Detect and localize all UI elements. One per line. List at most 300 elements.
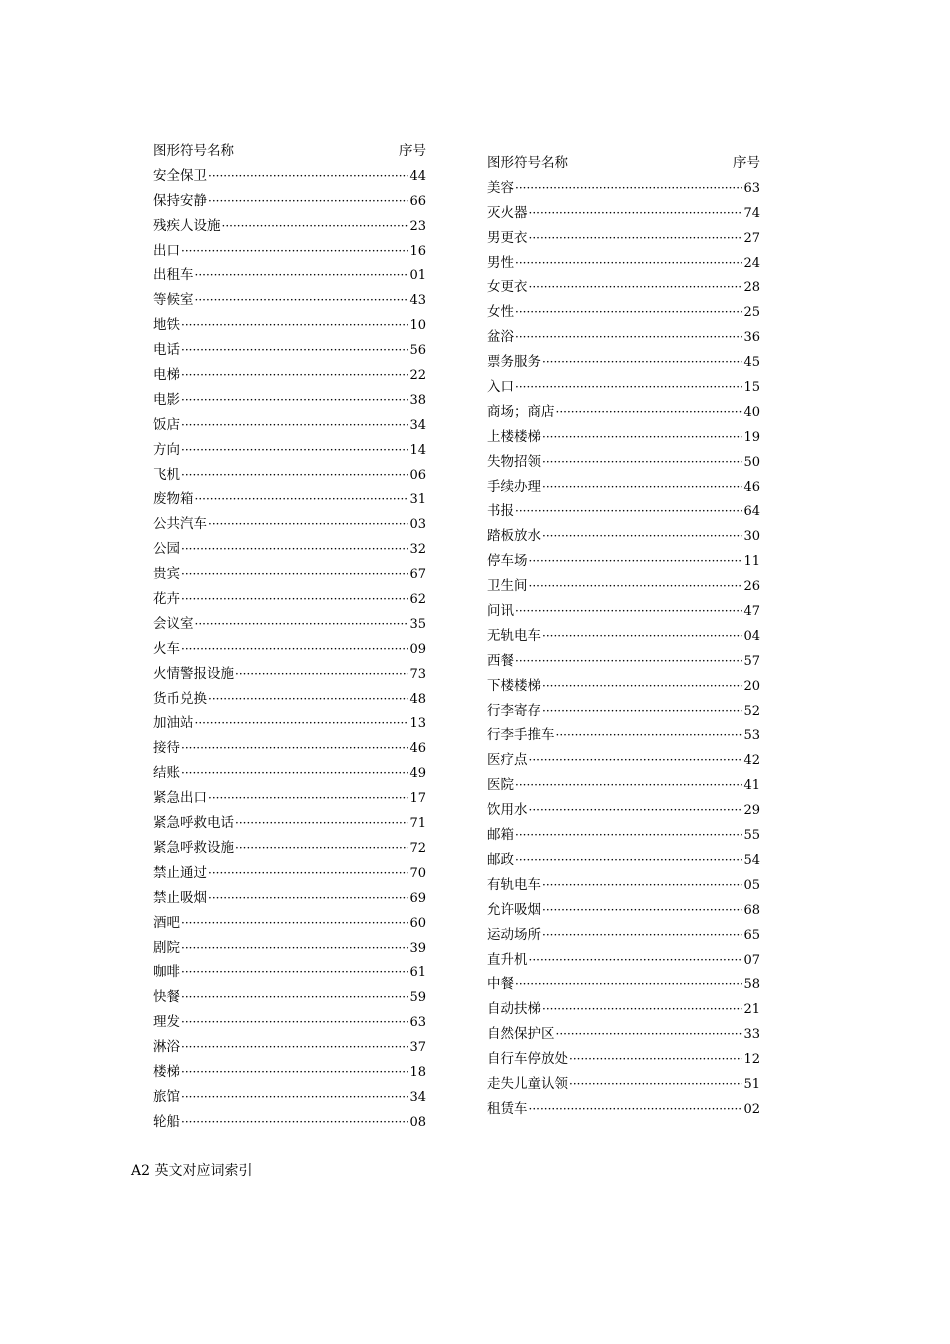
symbol-name: 火情警报设施 (153, 665, 234, 682)
symbol-number: 41 (743, 778, 760, 794)
index-row (487, 873, 760, 898)
index-row (487, 798, 760, 823)
dot-leader (181, 736, 408, 761)
dot-leader (529, 201, 743, 226)
symbol-name: 行李手推车 (487, 727, 555, 744)
symbol-name: 禁止通过 (153, 864, 207, 881)
symbol-number: 55 (743, 828, 760, 844)
symbol-number: 45 (743, 355, 760, 371)
symbol-number: 34 (409, 1089, 426, 1105)
symbol-number: 70 (409, 865, 426, 881)
symbol-name: 禁止吸烟 (153, 889, 207, 906)
symbol-number: 02 (743, 1101, 760, 1117)
symbol-number: 44 (409, 168, 426, 184)
index-row (153, 338, 426, 363)
right-column-header (487, 151, 760, 176)
symbol-name: 淋浴 (153, 1039, 180, 1056)
index-row (153, 637, 426, 662)
symbol-number: 11 (743, 554, 760, 570)
symbol-name: 有轨电车 (487, 876, 541, 893)
symbol-number: 25 (743, 305, 760, 321)
symbol-name: 飞机 (153, 466, 180, 483)
symbol-name: 公共汽车 (153, 516, 207, 533)
left-index-column (153, 139, 426, 1135)
symbol-name: 公园 (153, 541, 180, 558)
index-row (487, 674, 760, 699)
dot-leader (181, 1085, 408, 1110)
index-row (153, 189, 426, 214)
index-row (153, 861, 426, 886)
index-row (153, 612, 426, 637)
symbol-number: 32 (409, 542, 426, 558)
symbol-number: 52 (743, 703, 760, 719)
symbol-name: 结账 (153, 765, 180, 782)
index-row (487, 350, 760, 375)
symbol-number: 14 (409, 442, 426, 458)
symbol-name: 酒吧 (153, 914, 180, 931)
section-heading: A2 英文对应词索引 (131, 1163, 253, 1179)
dot-leader (542, 350, 742, 375)
symbol-name: 保持安静 (153, 192, 207, 209)
dot-leader (542, 425, 742, 450)
dot-leader (542, 475, 742, 500)
symbol-name: 出租车 (153, 267, 194, 284)
index-row (153, 711, 426, 736)
symbol-name: 无轨电车 (487, 627, 541, 644)
symbol-name: 美容 (487, 179, 514, 196)
index-row (153, 487, 426, 512)
symbol-number: 60 (409, 915, 426, 931)
symbol-name: 紧急呼救电话 (153, 815, 234, 832)
symbol-name: 地铁 (153, 317, 180, 334)
index-row (153, 662, 426, 687)
symbol-name: 商场；商店 (487, 403, 555, 420)
dot-leader (195, 263, 409, 288)
dot-leader (181, 985, 408, 1010)
dot-leader (235, 662, 408, 687)
dot-leader (542, 624, 742, 649)
symbol-number: 10 (409, 318, 426, 334)
dot-leader (181, 1060, 408, 1085)
symbol-number: 49 (409, 766, 426, 782)
symbol-number: 17 (409, 791, 426, 807)
dot-leader (529, 549, 743, 574)
symbol-number: 39 (409, 940, 426, 956)
index-row (153, 736, 426, 761)
dot-leader (529, 275, 743, 300)
symbol-name: 运动场所 (487, 926, 541, 943)
index-row (153, 263, 426, 288)
symbol-name: 电梯 (153, 367, 180, 384)
symbol-number: 40 (743, 404, 760, 420)
symbol-number: 05 (743, 877, 760, 893)
index-row (487, 1072, 760, 1097)
symbol-name: 卫生间 (487, 578, 528, 595)
dot-leader (181, 537, 408, 562)
dot-leader (542, 898, 742, 923)
symbol-name: 行李寄存 (487, 702, 541, 719)
symbol-number: 21 (743, 1002, 760, 1018)
symbol-number: 42 (743, 753, 760, 769)
dot-leader (529, 574, 743, 599)
index-row (487, 723, 760, 748)
symbol-number: 34 (409, 417, 426, 433)
symbol-name: 灭火器 (487, 204, 528, 221)
index-row (153, 687, 426, 712)
number-column-header: 序号 (733, 155, 760, 171)
dot-leader (181, 413, 408, 438)
symbol-name: 等候室 (153, 292, 194, 309)
symbol-name: 踏板放水 (487, 528, 541, 545)
index-row (487, 275, 760, 300)
index-row (153, 463, 426, 488)
symbol-name: 自动扶梯 (487, 1001, 541, 1018)
dot-leader (515, 823, 742, 848)
index-row (153, 1110, 426, 1135)
index-row (487, 773, 760, 798)
index-row (487, 823, 760, 848)
symbol-number: 61 (409, 965, 426, 981)
symbol-name: 紧急出口 (153, 790, 207, 807)
symbol-number: 04 (743, 628, 760, 644)
index-row (487, 251, 760, 276)
index-row (153, 363, 426, 388)
dot-leader (542, 524, 742, 549)
symbol-name: 租赁车 (487, 1100, 528, 1117)
dot-leader (529, 226, 743, 251)
symbol-number: 37 (409, 1040, 426, 1056)
dot-leader (556, 400, 743, 425)
symbol-name: 残疾人设施 (153, 217, 221, 234)
symbol-name: 下楼楼梯 (487, 677, 541, 694)
symbol-name: 停车场 (487, 553, 528, 570)
symbol-number: 43 (409, 293, 426, 309)
symbol-name: 邮政 (487, 851, 514, 868)
symbol-name: 女更衣 (487, 279, 528, 296)
index-row (153, 562, 426, 587)
symbol-number: 74 (743, 205, 760, 221)
symbol-number: 03 (409, 517, 426, 533)
index-row (487, 499, 760, 524)
index-row (153, 960, 426, 985)
left-column-header (153, 139, 426, 164)
dot-leader (556, 1022, 743, 1047)
dot-leader (515, 848, 742, 873)
symbol-number: 22 (409, 368, 426, 384)
symbol-number: 56 (409, 343, 426, 359)
symbol-name: 票务服务 (487, 354, 541, 371)
symbol-name: 出口 (153, 242, 180, 259)
dot-leader (515, 251, 742, 276)
symbol-number: 13 (409, 716, 426, 732)
index-row (153, 936, 426, 961)
symbol-name: 手续办理 (487, 478, 541, 495)
dot-leader (515, 176, 742, 201)
dot-leader (181, 960, 408, 985)
symbol-name: 允许吸烟 (487, 901, 541, 918)
index-row (153, 1085, 426, 1110)
dot-leader (542, 923, 742, 948)
index-row (153, 786, 426, 811)
index-row (487, 226, 760, 251)
symbol-name: 直升机 (487, 951, 528, 968)
dot-leader (542, 450, 742, 475)
symbol-number: 47 (743, 604, 760, 620)
index-row (487, 848, 760, 873)
symbol-number: 67 (409, 567, 426, 583)
dot-leader (181, 911, 408, 936)
dot-leader (195, 612, 409, 637)
symbol-name: 饭店 (153, 416, 180, 433)
symbol-number: 46 (743, 479, 760, 495)
index-row (153, 438, 426, 463)
dot-leader (515, 773, 742, 798)
symbol-number: 16 (409, 243, 426, 259)
symbol-number: 46 (409, 741, 426, 757)
dot-leader (515, 300, 742, 325)
index-row (487, 425, 760, 450)
symbol-number: 12 (743, 1052, 760, 1068)
symbol-name: 医院 (487, 777, 514, 794)
number-column-header: 序号 (399, 143, 426, 159)
dot-leader (515, 599, 742, 624)
index-row (487, 748, 760, 773)
index-row (153, 985, 426, 1010)
index-row (153, 288, 426, 313)
index-row (487, 624, 760, 649)
symbol-name: 加油站 (153, 715, 194, 732)
dot-leader (181, 637, 408, 662)
index-row (487, 201, 760, 226)
index-row (487, 524, 760, 549)
dot-leader (208, 861, 408, 886)
dot-leader (181, 587, 408, 612)
symbol-name: 书报 (487, 503, 514, 520)
symbol-name: 方向 (153, 441, 180, 458)
symbol-number: 38 (409, 392, 426, 408)
index-row (487, 997, 760, 1022)
symbol-number: 62 (409, 592, 426, 608)
index-row (487, 375, 760, 400)
symbol-number: 20 (743, 678, 760, 694)
symbol-name: 会议室 (153, 615, 194, 632)
symbol-number: 01 (409, 268, 426, 284)
symbol-name: 咖啡 (153, 964, 180, 981)
dot-leader (181, 1035, 408, 1060)
dot-leader (542, 699, 742, 724)
dot-leader (208, 786, 408, 811)
symbol-number: 64 (743, 504, 760, 520)
symbol-name: 问讯 (487, 603, 514, 620)
dot-leader (208, 164, 408, 189)
index-row (153, 1060, 426, 1085)
symbol-name: 理发 (153, 1014, 180, 1031)
dot-leader (181, 463, 408, 488)
symbol-name: 楼梯 (153, 1063, 180, 1080)
index-row (487, 475, 760, 500)
index-row (153, 388, 426, 413)
index-row (153, 836, 426, 861)
symbol-name: 剧院 (153, 939, 180, 956)
dot-leader (208, 189, 408, 214)
name-column-header: 图形符号名称 (153, 143, 234, 159)
symbol-number: 63 (743, 180, 760, 196)
index-row (487, 1097, 760, 1122)
dot-leader (181, 562, 408, 587)
symbol-name: 贵宾 (153, 566, 180, 583)
symbol-name: 接待 (153, 740, 180, 757)
index-row (153, 214, 426, 239)
dot-leader (195, 288, 409, 313)
symbol-name: 轮船 (153, 1113, 180, 1130)
right-index-column (487, 151, 760, 1122)
symbol-name: 快餐 (153, 989, 180, 1006)
dot-leader (515, 499, 742, 524)
symbol-name: 旅馆 (153, 1088, 180, 1105)
symbol-name: 货币兑换 (153, 690, 207, 707)
symbol-number: 58 (743, 977, 760, 993)
dot-leader (181, 363, 408, 388)
symbol-number: 09 (409, 641, 426, 657)
symbol-number: 71 (409, 816, 426, 832)
dot-leader (235, 811, 408, 836)
dot-leader (515, 375, 742, 400)
symbol-number: 68 (743, 902, 760, 918)
dot-leader (515, 649, 742, 674)
index-row (487, 574, 760, 599)
index-row (487, 599, 760, 624)
symbol-number: 65 (743, 927, 760, 943)
symbol-number: 33 (743, 1027, 760, 1043)
symbol-name: 西餐 (487, 652, 514, 669)
symbol-number: 63 (409, 1015, 426, 1031)
symbol-number: 30 (743, 529, 760, 545)
index-row (153, 537, 426, 562)
index-row (153, 886, 426, 911)
index-row (153, 512, 426, 537)
dot-leader (181, 1110, 408, 1135)
symbol-number: 06 (409, 467, 426, 483)
symbol-name: 紧急呼救设施 (153, 839, 234, 856)
dot-leader (515, 325, 742, 350)
symbol-name: 走失儿童认领 (487, 1075, 568, 1092)
dot-leader (222, 214, 409, 239)
symbol-name: 医疗点 (487, 752, 528, 769)
dot-leader (529, 748, 743, 773)
symbol-number: 18 (409, 1064, 426, 1080)
symbol-number: 50 (743, 454, 760, 470)
symbol-number: 36 (743, 330, 760, 346)
symbol-number: 24 (743, 255, 760, 271)
symbol-name: 盆浴 (487, 329, 514, 346)
symbol-number: 54 (743, 852, 760, 868)
symbol-number: 23 (409, 218, 426, 234)
dot-leader (542, 997, 742, 1022)
right-index-rows (487, 176, 760, 1122)
index-row (487, 898, 760, 923)
name-column-header: 图形符号名称 (487, 155, 568, 171)
dot-leader (181, 1010, 408, 1035)
index-row (487, 400, 760, 425)
index-row (153, 911, 426, 936)
index-row (153, 761, 426, 786)
symbol-name: 男更衣 (487, 229, 528, 246)
symbol-name: 火车 (153, 640, 180, 657)
symbol-number: 29 (743, 803, 760, 819)
index-row (153, 587, 426, 612)
dot-leader (181, 761, 408, 786)
dot-leader (542, 674, 742, 699)
symbol-number: 66 (409, 193, 426, 209)
symbol-name: 电影 (153, 391, 180, 408)
dot-leader (569, 1047, 742, 1072)
index-row (153, 413, 426, 438)
symbol-name: 上楼楼梯 (487, 428, 541, 445)
symbol-number: 19 (743, 429, 760, 445)
symbol-name: 入口 (487, 379, 514, 396)
symbol-name: 中餐 (487, 976, 514, 993)
symbol-number: 31 (409, 492, 426, 508)
symbol-name: 电话 (153, 342, 180, 359)
index-row (487, 325, 760, 350)
symbol-name: 男性 (487, 254, 514, 271)
dot-leader (181, 313, 408, 338)
dot-leader (181, 438, 408, 463)
symbol-number: 73 (409, 666, 426, 682)
index-row (487, 549, 760, 574)
symbol-name: 女性 (487, 304, 514, 321)
dot-leader (195, 487, 409, 512)
left-index-rows (153, 164, 426, 1135)
symbol-number: 48 (409, 691, 426, 707)
index-row (153, 313, 426, 338)
index-row (487, 948, 760, 973)
index-row (487, 649, 760, 674)
symbol-name: 饮用水 (487, 802, 528, 819)
dot-leader (181, 936, 408, 961)
dot-leader (542, 873, 742, 898)
symbol-number: 15 (743, 380, 760, 396)
index-row (487, 450, 760, 475)
symbol-name: 自然保护区 (487, 1026, 555, 1043)
dot-leader (235, 836, 408, 861)
index-row (487, 300, 760, 325)
symbol-number: 53 (743, 728, 760, 744)
index-row (153, 239, 426, 264)
dot-leader (181, 239, 408, 264)
dot-leader (529, 798, 743, 823)
index-row (153, 811, 426, 836)
index-row (487, 923, 760, 948)
symbol-name: 安全保卫 (153, 167, 207, 184)
dot-leader (208, 687, 408, 712)
index-row (153, 1035, 426, 1060)
symbol-name: 花卉 (153, 591, 180, 608)
dot-leader (529, 1097, 743, 1122)
dot-leader (569, 1072, 742, 1097)
symbol-number: 69 (409, 890, 426, 906)
symbol-number: 26 (743, 579, 760, 595)
dot-leader (515, 972, 742, 997)
index-row (487, 1022, 760, 1047)
symbol-name: 失物招领 (487, 453, 541, 470)
symbol-number: 28 (743, 280, 760, 296)
dot-leader (208, 886, 408, 911)
symbol-number: 07 (743, 952, 760, 968)
index-row (487, 699, 760, 724)
dot-leader (195, 711, 409, 736)
symbol-number: 35 (409, 616, 426, 632)
